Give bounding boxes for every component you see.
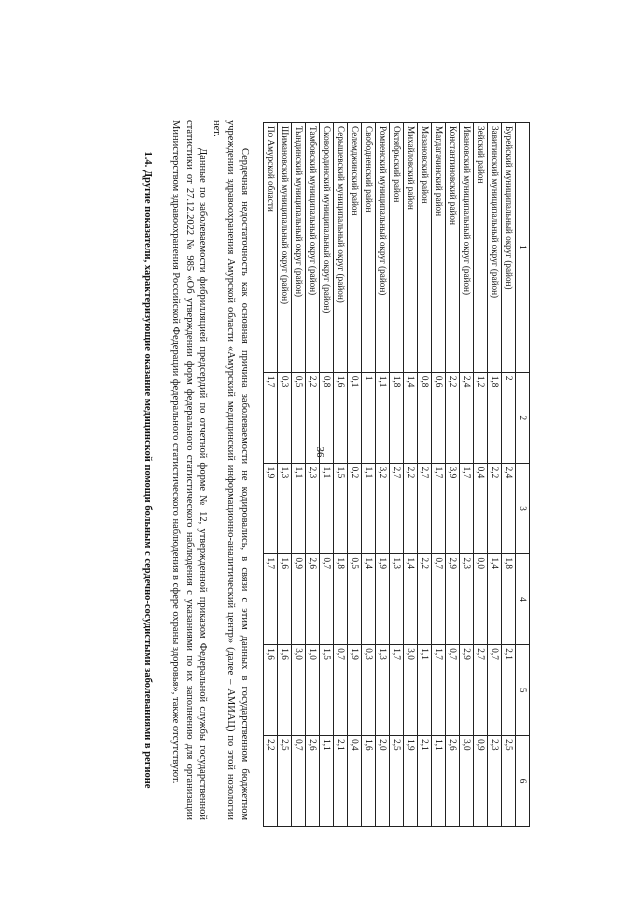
value-cell: 1,8: [334, 554, 348, 645]
value-cell: 2,7: [474, 645, 488, 736]
page-number: 36: [314, 446, 326, 458]
value-cell: 3,9: [446, 463, 460, 554]
table-header-row: [516, 123, 530, 827]
value-cell: 0,0: [474, 554, 488, 645]
value-cell: 1,8: [502, 554, 516, 645]
value-cell: 1,3: [278, 463, 292, 554]
value-cell: 2,0: [376, 736, 390, 827]
table-row: [292, 123, 306, 827]
value-cell: 1,5: [334, 463, 348, 554]
district-name-cell: Завитинский муниципальный округ (район): [488, 123, 502, 373]
value-cell: 2,7: [390, 463, 404, 554]
value-cell: 1,6: [278, 645, 292, 736]
value-cell: 1,7: [432, 463, 446, 554]
value-cell: 2,2: [404, 463, 418, 554]
value-cell: 1,0: [306, 645, 320, 736]
value-cell: 1,8: [390, 372, 404, 463]
district-name-cell: Мазановский район: [418, 123, 432, 373]
section-heading: 1.4. Другие показатели, характеризующие оказание медицинской помощи больным с сердечно-сосудистыми заболеваниями в регионе: [141, 151, 153, 789]
value-cell: 1,1: [432, 736, 446, 827]
value-cell: 2,6: [446, 736, 460, 827]
table-body: [264, 123, 516, 827]
value-cell: 1,9: [404, 736, 418, 827]
value-cell: 1,7: [460, 463, 474, 554]
value-cell: 1,1: [292, 463, 306, 554]
value-cell: 0,7: [446, 645, 460, 736]
value-cell: 2,1: [502, 645, 516, 736]
value-cell: 2,3: [488, 736, 502, 827]
value-cell: 0,7: [334, 645, 348, 736]
value-cell: 2,9: [446, 554, 460, 645]
value-cell: 2,3: [460, 554, 474, 645]
value-cell: 2,2: [306, 372, 320, 463]
value-cell: 1,1: [418, 645, 432, 736]
district-name-cell: Ивановский муниципальный округ (район): [460, 123, 474, 373]
district-name-cell: Серышевский муниципальный округ (район): [334, 123, 348, 373]
district-name-cell: Октябрьский район: [390, 123, 404, 373]
value-cell: 3,2: [376, 463, 390, 554]
value-cell: 1,8: [488, 372, 502, 463]
column-header: 1: [516, 123, 530, 373]
table-row: [418, 123, 432, 827]
value-cell: 0,7: [432, 554, 446, 645]
value-cell: 2,5: [278, 736, 292, 827]
district-name-cell: Ромненский муниципальный округ (район): [376, 123, 390, 373]
value-cell: 1,7: [432, 645, 446, 736]
table-row: [376, 123, 390, 827]
value-cell: 1,1: [362, 463, 376, 554]
value-cell: 1,4: [488, 554, 502, 645]
value-cell: 2,5: [502, 736, 516, 827]
table-row: [348, 123, 362, 827]
district-name-cell: Селемджинский район: [348, 123, 362, 373]
value-cell: 0,8: [418, 372, 432, 463]
value-cell: 1,5: [320, 645, 334, 736]
district-name-cell: Магдагачинский район: [432, 123, 446, 373]
value-cell: 2,1: [334, 736, 348, 827]
table-row: [390, 123, 404, 827]
column-header: 4: [516, 554, 530, 645]
value-cell: 0,3: [278, 372, 292, 463]
district-name-cell: Михайловский район: [404, 123, 418, 373]
value-cell: 2,2: [488, 463, 502, 554]
column-header: 2: [516, 372, 530, 463]
district-name-cell: Тындинский муниципальный округ (район): [292, 123, 306, 373]
table-row: [306, 123, 320, 827]
value-cell: 0,9: [474, 736, 488, 827]
value-cell: 3,0: [292, 645, 306, 736]
value-cell: 0,7: [320, 554, 334, 645]
value-cell: 0,5: [348, 554, 362, 645]
value-cell: 1,7: [264, 372, 278, 463]
value-cell: 1,3: [390, 554, 404, 645]
value-cell: 1,6: [264, 645, 278, 736]
value-cell: 1,6: [334, 372, 348, 463]
value-cell: 0,7: [292, 736, 306, 827]
value-cell: 0,8: [320, 372, 334, 463]
value-cell: 1,1: [320, 463, 334, 554]
value-cell: 1,3: [376, 645, 390, 736]
table-row: [278, 123, 292, 827]
value-cell: 1,2: [474, 372, 488, 463]
value-cell: 2,1: [418, 736, 432, 827]
table-row: [460, 123, 474, 827]
value-cell: 0,6: [432, 372, 446, 463]
value-cell: 0,5: [292, 372, 306, 463]
value-cell: 2,6: [306, 554, 320, 645]
value-cell: 0,1: [348, 372, 362, 463]
value-cell: 1,4: [404, 372, 418, 463]
district-name-cell: Свободненский район: [362, 123, 376, 373]
value-cell: 2,9: [460, 645, 474, 736]
value-cell: 2,2: [418, 554, 432, 645]
morbidity-table: [263, 122, 530, 827]
value-cell: 0,4: [348, 736, 362, 827]
value-cell: 0,9: [292, 554, 306, 645]
district-name-cell: Шимановский муниципальный округ (район): [278, 123, 292, 373]
column-header: 3: [516, 463, 530, 554]
table-row: [334, 123, 348, 827]
value-cell: 2,2: [264, 736, 278, 827]
district-name-cell: По Амурской области: [264, 123, 278, 373]
body-text: [168, 120, 251, 820]
value-cell: 2,7: [418, 463, 432, 554]
table-row: [502, 123, 516, 827]
table-row: [474, 123, 488, 827]
table-row: [320, 123, 334, 827]
value-cell: 1,6: [362, 736, 376, 827]
value-cell: 1,7: [390, 645, 404, 736]
value-cell: 3,0: [460, 736, 474, 827]
value-cell: 0,2: [348, 463, 362, 554]
table-row: [446, 123, 460, 827]
value-cell: 2,2: [446, 372, 460, 463]
district-name-cell: Константиновский район: [446, 123, 460, 373]
value-cell: 2,6: [306, 736, 320, 827]
value-cell: 1,9: [264, 463, 278, 554]
value-cell: 1: [362, 372, 376, 463]
value-cell: 2,3: [306, 463, 320, 554]
value-cell: 1,9: [348, 645, 362, 736]
table-row: [362, 123, 376, 827]
value-cell: 2,4: [502, 463, 516, 554]
value-cell: 3,0: [404, 645, 418, 736]
value-cell: 2,4: [460, 372, 474, 463]
value-cell: 1,9: [376, 554, 390, 645]
value-cell: 2,5: [390, 736, 404, 827]
value-cell: 2: [502, 372, 516, 463]
table-row: [264, 123, 278, 827]
paragraph: Данные по заболеваемости фибрилляцией предсердий по отчетной форме № 12, утвержденной приказом Федеральной службы государственной статистики от 27.12.2022 № 985 «Об утверждении форм федерального статистического наблюдения с указаниями по их заполнению для организации Министерством здравоохранения Российской Федерации федерального статистического наблюдения в сфере охраны здоровья», также отсутствуют.: [169, 120, 209, 820]
table-row: [404, 123, 418, 827]
column-header: 5: [516, 645, 530, 736]
table-row: [488, 123, 502, 827]
district-name-cell: Бурейский муниципальный округ (район): [502, 123, 516, 373]
table-row: [432, 123, 446, 827]
value-cell: 0,3: [362, 645, 376, 736]
column-header: 6: [516, 736, 530, 827]
value-cell: 1,1: [376, 372, 390, 463]
district-name-cell: Сковородинский муниципальный округ (район): [320, 123, 334, 373]
paragraph: Сердечная недостаточность как основная причина заболеваемости не кодировались, в связи с этим данных в государственном бюджетном учреждении здравоохранения Амурской области «Амурский медицинский информационно-аналитический центр» (далее – АМИАЦ) по этой нозологии нет.: [211, 120, 250, 820]
value-cell: 1,4: [362, 554, 376, 645]
value-cell: 0,4: [474, 463, 488, 554]
district-name-cell: Тамбовский муниципальный округ (район): [306, 123, 320, 373]
landscape-content: [110, 120, 530, 840]
value-cell: 1,7: [264, 554, 278, 645]
value-cell: 0,7: [488, 645, 502, 736]
district-name-cell: Зейский район: [474, 123, 488, 373]
value-cell: 1,1: [320, 736, 334, 827]
value-cell: 1,4: [404, 554, 418, 645]
value-cell: 1,6: [278, 554, 292, 645]
